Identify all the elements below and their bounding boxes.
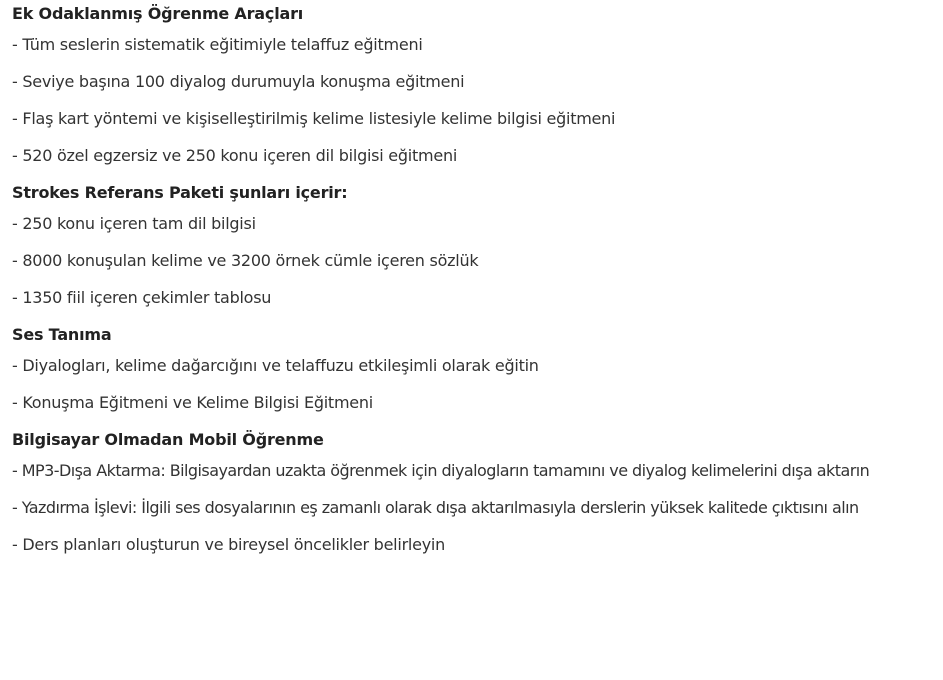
list-item: - Flaş kart yöntemi ve kişiselleştirilmiş kelime listesiyle kelime bilgisi eğitmeni [12,109,616,128]
list-item: - MP3-Dışa Aktarma: Bilgisayardan uzakta öğrenmek için diyalogların tamamını ve diyalog kelimelerini dışa aktarın [12,461,870,480]
document-body [12,0,940,572]
section-focused-learning-tools [12,4,940,166]
section-reference-pack [12,183,940,308]
section-heading: Ek Odaklanmış Öğrenme Araçları [12,4,304,23]
list-item: - 520 özel egzersiz ve 250 konu içeren dil bilgisi eğitmeni [12,146,458,165]
section-heading: Bilgisayar Olmadan Mobil Öğrenme [12,430,324,449]
list-item: - Yazdırma İşlevi: İlgili ses dosyalarının eş zamanlı olarak dışa aktarılmasıyla derslerin yüksek kalitede çıktısını alın [12,498,859,517]
section-voice-recognition [12,325,940,413]
list-item: - Diyalogları, kelime dağarcığını ve telaffuzu etkileşimli olarak eğitin [12,356,539,375]
list-item: - Seviye başına 100 diyalog durumuyla konuşma eğitmeni [12,72,465,91]
list-item: - 1350 fiil içeren çekimler tablosu [12,288,272,307]
list-item: - Ders planları oluşturun ve bireysel öncelikler belirleyin [12,535,445,554]
list-item: - Tüm seslerin sistematik eğitimiyle telaffuz eğitmeni [12,35,423,54]
section-mobile-learning [12,430,940,555]
list-item: - Konuşma Eğitmeni ve Kelime Bilgisi Eğitmeni [12,393,373,412]
section-heading: Strokes Referans Paketi şunları içerir: [12,183,348,202]
section-heading: Ses Tanıma [12,325,112,344]
list-item: - 250 konu içeren tam dil bilgisi [12,214,256,233]
list-item: - 8000 konuşulan kelime ve 3200 örnek cümle içeren sözlük [12,251,479,270]
